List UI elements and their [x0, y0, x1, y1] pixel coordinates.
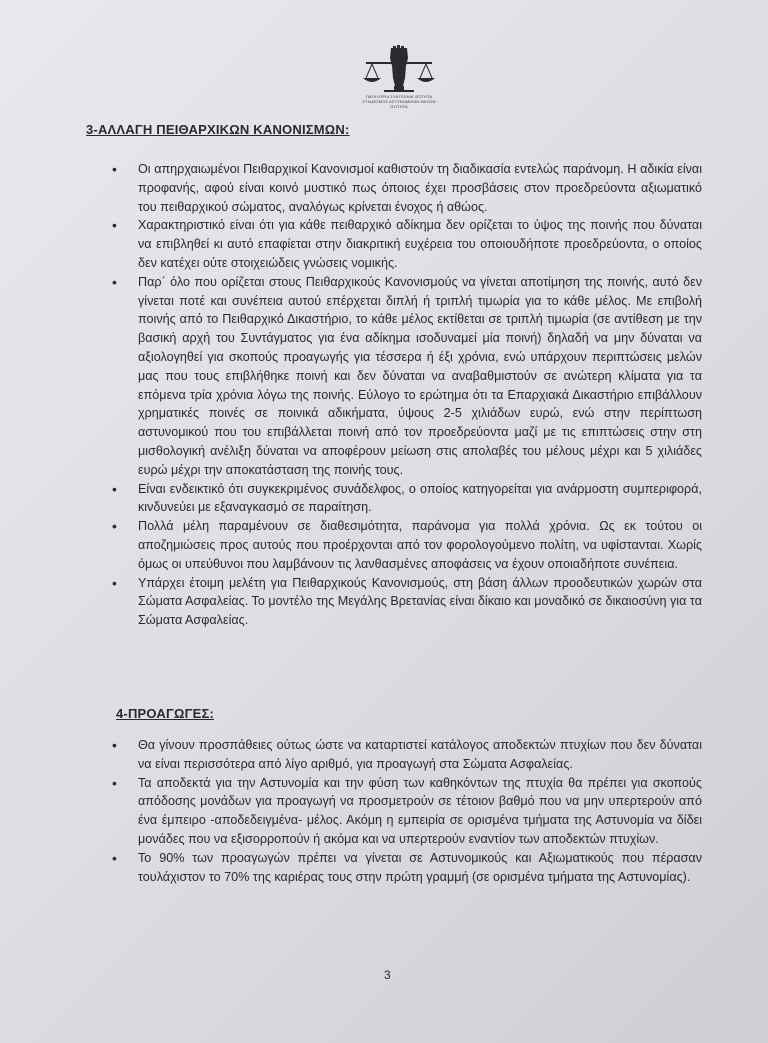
list-item: • Θα γίνουν προσπάθειες ούτως ώστε να καταρτιστεί κατάλογος αποδεκτών πτυχίων που δεν δύναται να είναι περισσότερα από λίγο αριθμό, για προαγωγή στα Σώματα Ασφαλείας.	[108, 736, 702, 774]
logo-caption: ΠΑΓΚΥΠΡΙΑ ΣΥΝΤΕΧΝΙΑ ΙΣΟΤΗΤΑ ΣΥΝΔΕΣΜΟΣ ΑΣΤΥΝΟΜΙΚΩΝ ΜΕΛΩΝ ΙΣΟΤΗΤΑ	[362, 94, 436, 109]
section-3-list	[108, 160, 702, 630]
list-item: • Είναι ενδεικτικό ότι συγκεκριμένος συνάδελφος, ο οποίος κατηγορείται για ανάρμοστη συμπεριφορά, κινδυνεύει με εξαναγκασμό σε παραίτηση.	[108, 480, 702, 518]
list-item: • Χαρακτηριστικό είναι ότι για κάθε πειθαρχικό αδίκημα δεν ορίζεται το ύψος της ποινής που δύναται να επιβληθεί κι αυτό επαφίεται στην διακριτική ευχέρεια του οποιουδήποτε προεδρεύοντα, ο οποίος δεν κατέχει ούτε στοιχειώδεις γνώσεις νομικής.	[108, 216, 702, 272]
list-item: • Το 90% των προαγωγών πρέπει να γίνεται σε Αστυνομικούς και Αξιωματικούς που πέρασαν τουλάχιστον το 70% της καριέρας τους στην πρώτη γραμμή (σε ορισμένα τμήματα της Αστυνομίας).	[108, 849, 702, 887]
list-item: • Τα αποδεκτά για την Αστυνομία και την φύση των καθηκόντων της πτυχία θα πρέπει για σκοπούς απόδοσης μονάδων για προαγωγή να προσμετρούν σε τέτοιον βαθμό που να μην υπερτερούν από ένα έμπειρο -αποδεδειγμένα- μέλος. Ακόμη η εμπειρία σε ορισμένα τμήματα της Αστυνομία να δίδει μονάδες που να εξισορροπούν ή ακόμα και να υπερτερούν εναντίον των αποδεκτών πτυχίων.	[108, 774, 702, 849]
list-item: • Υπάρχει έτοιμη μελέτη για Πειθαρχικούς Κανονισμούς, στη βάση άλλων προοδευτικών χωρών στα Σώματα Ασφαλείας. Το μοντέλο της Μεγάλης Βρετανίας είναι δίκαιο και μοναδικό σε δικαιοσύνη για τα Σώματα Ασφαλείας.	[108, 574, 702, 630]
section-4-title: 4-ΠΡΟΑΓΩΓΕΣ:	[116, 706, 215, 721]
list-item: • Οι απηρχαιωμένοι Πειθαρχικοί Κανονισμοί καθιστούν τη διαδικασία εντελώς παράνομη. Η αδικία είναι προφανής, αφού είναι κοινό μυστικό πως όποιος έχει προσβάσεις στον προεδρεύοντα αξιωματικό του πειθαρχικού σώματος, αναλόγως κρίνεται ένοχος ή αθώος.	[108, 160, 702, 216]
section-3-title: 3-ΑΛΛΑΓΗ ΠΕΙΘΑΡΧΙΚΩΝ ΚΑΝΟΝΙΣΜΩΝ:	[86, 122, 350, 137]
list-item: • Πολλά μέλη παραμένουν σε διαθεσιμότητα, παράνομα για πολλά χρόνια. Ως εκ τούτου οι αποζημιώσεις προς αυτούς που προέρχονται από τον φορολογούμενο πολίτη, να υφίστανται. Χωρίς όμως οι υπεύθυνοι που λαμβάνουν τις λανθασμένες αποφάσεις να έχουν οποιαδήποτε συνέπεια.	[108, 517, 702, 573]
section-4-list	[108, 736, 702, 886]
page-number: 3	[384, 968, 391, 982]
list-item: • Παρ΄ όλο που ορίζεται στους Πειθαρχικούς Κανονισμούς να γίνεται αποτίμηση της ποινής, αυτό δεν γίνεται ποτέ και συνέπεια αυτού επέρχεται διπλή ή τριπλή τιμωρία για το κάθε μέλος. Με επιβολή ποινής από το Πειθαρχικό Δικαστήριο, το κάθε μέλος εκτίθεται σε τριπλή τιμωρία (σε αντίθεση με την βασική αρχή του Συντάγματος για ένα αδίκημα ισοδυναμεί μία ποινή) δηλαδή να μην δύναται να αξιολογηθεί για σκοπούς προαγωγής για τέσσερα ή έξι χρόνια, ενώ υπάρχουν περιπτώσεις μελών μας που τους επιβλήθηκε ποινή και δεν δύναται να αναβαθμιστούν σε ανώτερη κλίματα για τα επόμενα τρία χρόνια λόγω της ποινής. Εύλογο το ερώτημα ότι τα Επαρχιακά Δικαστήριο επιβάλλουν χρηματικές ποινές σε ποινικά αδικήματα, ύψους 2-5 χιλιάδων ευρώ, ενώ στην περίπτωση αστυνομικού που του επιβάλλεται ποινή από τον προεδρεύοντα μαζί με τις επιπτώσεις στην στη μισθολογική ανέλιξη δύναται να αποφέρουν μείωση στις απολαβές του μέλους μέχρι και 5 χιλιάδες ευρώ μέχρι την αποκατάσταση της ποινής τους.	[108, 273, 702, 480]
